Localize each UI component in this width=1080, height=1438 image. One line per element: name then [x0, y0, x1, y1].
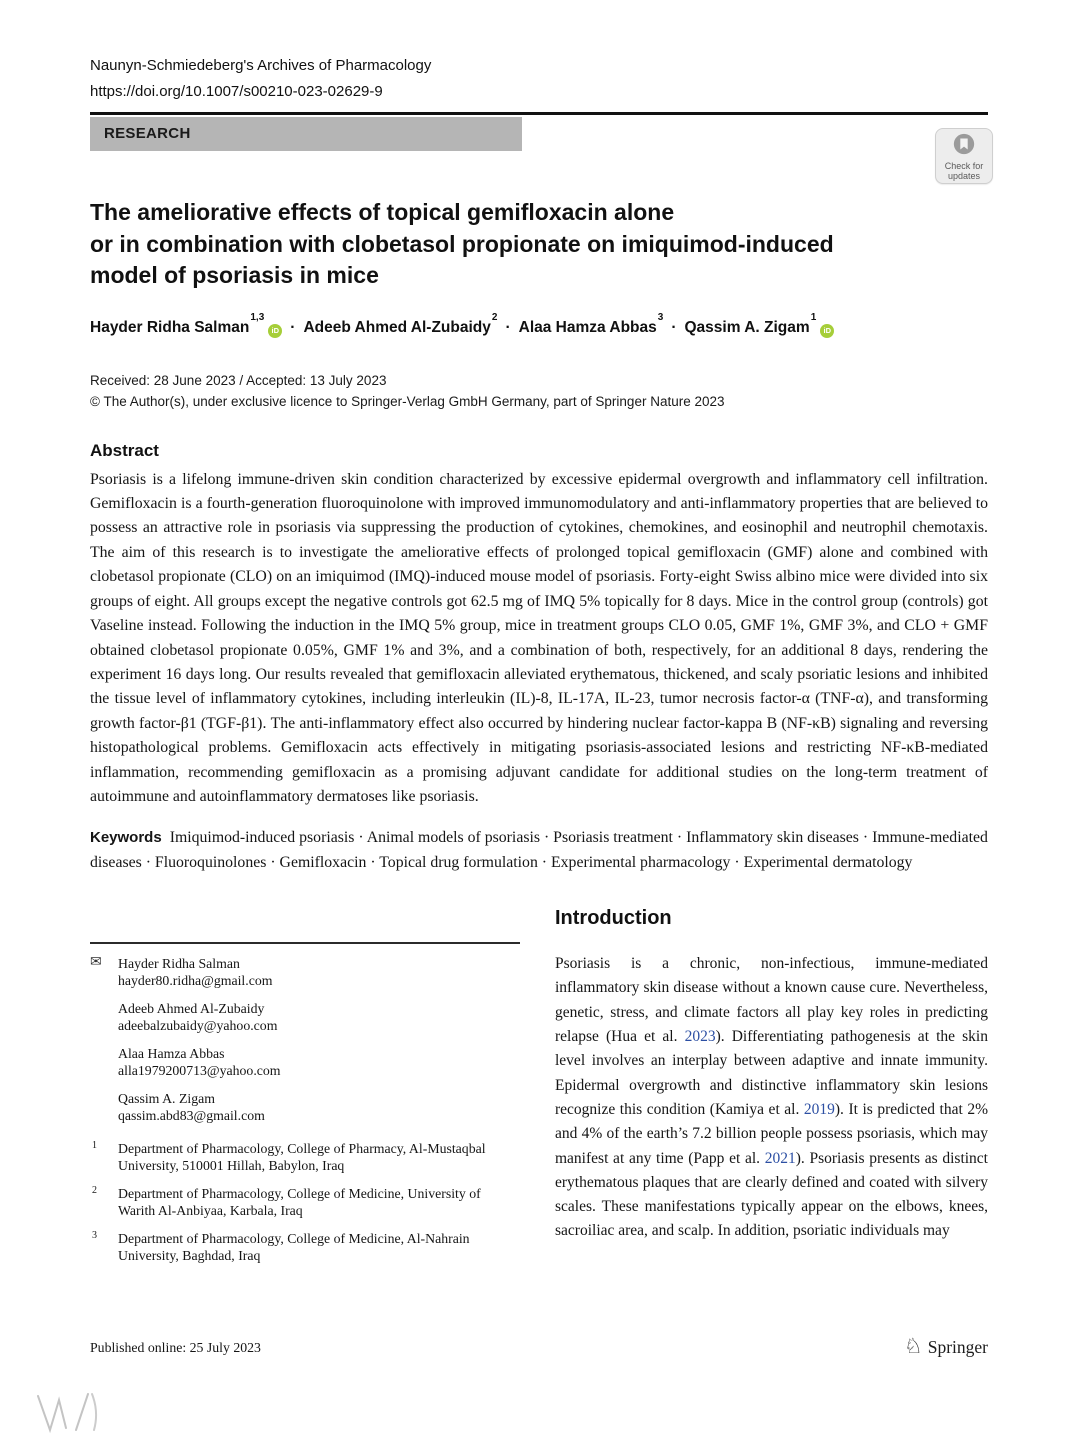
banner-row: [90, 112, 988, 181]
intro-segment: ). Psoriasis presents as distinct erythematous plaques that are clearly defined and coated with silvery scales. These manifestations typically appear on the elbows, knees, sacroiliac area, and scalp. In addition, psoriatic individuals may: [555, 1149, 988, 1240]
citation-link[interactable]: 2021: [764, 1149, 796, 1167]
intro-segment: Psoriasis is a chronic, non-infectious, immune-mediated inflammatory skin disease without a known cause cure. Nevertheless, genetic, stress, and climate factors all play key roles in predicting relapse (Hua et al.: [555, 955, 988, 1046]
author-4-sup: 1: [810, 311, 817, 323]
author-separator: ·: [671, 318, 677, 336]
abstract-text: Psoriasis is a lifelong immune-driven skin condition characterized by excessive epidermal overgrowth and inflammatory cell infiltration. Gemifloxacin is a fourth-generation fluoroquinolone with improved immunomodulatory and anti-inflammatory properties that are believed to possess an attractive role in psoriasis via suppressing the production of cytokines, chemokines, and eosinophil and neutrophil chemotaxis. The aim of this research is to investigate the ameliorative effects of prolonged topical gemifloxacin (GMF) alone and combined with clobetasol propionate (CLO) on an imiquimod (IMQ)-induced mouse model of psoriasis. Forty-eight Swiss albino mice were divided into six groups of eight. All groups except the negative controls got 62.5 mg of IMQ 5% topically for 8 days. Mice in the control group (controls) got Vaseline instead. Following the induction in the IMQ 5% group, mice in treatment groups CLO 0.05, GMF 1%, GMF 3%, and CLO + GMF obtained clobetasol propionate 0.05%, GMF 1% and 3%, and a combination of both, respectively, for an additional 8 days, rendering the experiment 16 days long. Our results revealed that gemifloxacin alleviated erythematous, thickened, and scaly psoriatic lesions and inhibited the tissue level of inflammatory cytokines, including interleukin (IL)-8, IL-17A, IL-23, tumor necrosis factor-α (TNF-α), and transforming growth factor-β1 (TGF-β1). The anti-inflammatory effect also occurred by hindering nuclear factor-kappa B (NF-κB) signaling and reversing histopathological problems. Gemifloxacin acts effectively in mitigating psoriasis-associated lesions and restricting NF-κB-mediated inflammation, recommending gemifloxacin as a promising adjuvant candidate for additional studies on the long-term treatment of autoimmune and autoinflammatory dermatoses like psoriasis.: [90, 470, 988, 805]
footnote-divider: [90, 942, 520, 944]
two-column-area: [90, 907, 988, 1264]
introduction-column: [555, 907, 988, 1264]
title-line-2: or in combination with clobetasol propionate on imiquimod-induced: [90, 230, 834, 257]
doi-link[interactable]: https://doi.org/10.1007/s00210-023-02629-9: [90, 83, 383, 100]
author-4: [684, 311, 834, 337]
author-separator: ·: [505, 318, 511, 336]
affiliation-entry: [90, 1230, 520, 1264]
affiliation-number: 2: [92, 1185, 97, 1197]
footnote-column: [90, 907, 520, 1264]
orcid-icon[interactable]: iD: [268, 324, 282, 338]
correspondence-entry: [90, 1000, 520, 1034]
author-3-sup: 3: [657, 311, 664, 323]
affiliations-list: [90, 1140, 520, 1264]
springer-logo: [904, 1335, 988, 1360]
published-online: Published online: 25 July 2023: [90, 1339, 261, 1355]
author-1: [90, 311, 282, 337]
copyright-line: © The Author(s), under exclusive licence to Springer-Verlag GmbH Germany, part of Springer Nature 2023: [90, 393, 725, 409]
author-2-sup: 2: [491, 311, 498, 323]
correspondent-name: Hayder Ridha Salman: [118, 956, 240, 972]
author-1-name: Hayder Ridha Salman: [90, 318, 250, 336]
intro-segment: ). Differentiating pathogenesis at the skin level involves an interplay between adaptive and innate immunity. Epidermal overgrowth and distinctive inflammatory skin lesions recognize this condition (Kamiya et al.: [555, 1028, 988, 1118]
correspondent-email[interactable]: hayder80.ridha@gmail.com: [118, 973, 273, 989]
author-4-name: Qassim A. Zigam: [684, 318, 810, 336]
author-3: [518, 311, 664, 337]
author-separator: ·: [290, 318, 296, 336]
citation-link[interactable]: 2023: [684, 1028, 716, 1046]
check-updates-label-1: Check for: [944, 160, 984, 171]
check-for-updates-badge[interactable]: [935, 128, 993, 184]
introduction-heading: Introduction: [555, 907, 672, 930]
keywords-block: [90, 826, 988, 875]
correspondence-entry: [90, 1045, 520, 1079]
pen-mark: [28, 1376, 108, 1434]
correspondence-entry: [90, 955, 520, 989]
author-1-sup: 1,3: [250, 311, 265, 323]
check-updates-icon: [952, 132, 976, 161]
citation-link[interactable]: 2019: [803, 1100, 835, 1118]
check-updates-label-2: updates: [947, 170, 981, 181]
journal-name: Naunyn-Schmiedeberg's Archives of Pharmacology: [90, 57, 432, 74]
received-accepted: Received: 28 June 2023 / Accepted: 13 July 2023: [90, 372, 387, 388]
article-meta: [90, 371, 988, 411]
affiliation-entry: [90, 1185, 520, 1219]
correspondent-name: Adeeb Ahmed Al-Zubaidy: [118, 1001, 265, 1017]
correspondent-name: Qassim A. Zigam: [118, 1091, 215, 1107]
keywords-list: Imiquimod-induced psoriasis · Animal models of psoriasis · Psoriasis treatment · Inflammatory skin diseases · Immune-mediated diseases · Fluoroquinolones · Gemifloxacin · Topical drug formulation · Experimental pharmacology · Experimental dermatology: [90, 829, 988, 871]
correspondent-name: Alaa Hamza Abbas: [118, 1046, 225, 1062]
author-2-name: Adeeb Ahmed Al-Zubaidy: [303, 318, 491, 336]
correspondent-email[interactable]: qassim.abd83@gmail.com: [118, 1108, 265, 1124]
affiliation-text: Department of Pharmacology, College of Medicine, Al-Nahrain University, Baghdad, Iraq: [118, 1231, 470, 1264]
keywords-label: Keywords: [90, 829, 162, 847]
intro-segment: ). It is predicted that 2% and 4% of the earth’s 7.2 billion people possess psoriasis, which may manifest at any time (Papp et al.: [555, 1100, 988, 1167]
affiliation-number: 1: [92, 1140, 97, 1152]
springer-wordmark: Springer: [927, 1337, 988, 1357]
authors-line: [90, 311, 988, 337]
springer-knight-icon: ♘: [903, 1334, 923, 1358]
envelope-icon: ✉: [90, 955, 102, 971]
affiliation-entry: [90, 1140, 520, 1174]
introduction-text: [555, 952, 988, 1244]
article-title: [90, 197, 988, 292]
author-2: [303, 311, 498, 337]
page-footer: [90, 1335, 988, 1360]
correspondent-email[interactable]: alla1979200713@yahoo.com: [118, 1063, 281, 1079]
correspondent-email[interactable]: adeebalzubaidy@yahoo.com: [118, 1018, 278, 1034]
affiliation-text: Department of Pharmacology, College of Medicine, University of Warith Al-Anbiyaa, Karbala, Iraq: [118, 1186, 481, 1219]
abstract-heading: Abstract: [90, 440, 159, 460]
research-banner: RESEARCH: [90, 117, 522, 151]
affiliation-number: 3: [92, 1230, 97, 1242]
title-line-3: model of psoriasis in mice: [90, 262, 379, 288]
orcid-icon[interactable]: iD: [820, 324, 834, 338]
correspondence-entry: [90, 1090, 520, 1124]
title-line-1: The ameliorative effects of topical gemifloxacin alone: [90, 199, 675, 225]
author-3-name: Alaa Hamza Abbas: [518, 318, 657, 336]
affiliation-text: Department of Pharmacology, College of Pharmacy, Al-Mustaqbal University, 510001 Hillah, Babylon, Iraq: [118, 1141, 486, 1174]
